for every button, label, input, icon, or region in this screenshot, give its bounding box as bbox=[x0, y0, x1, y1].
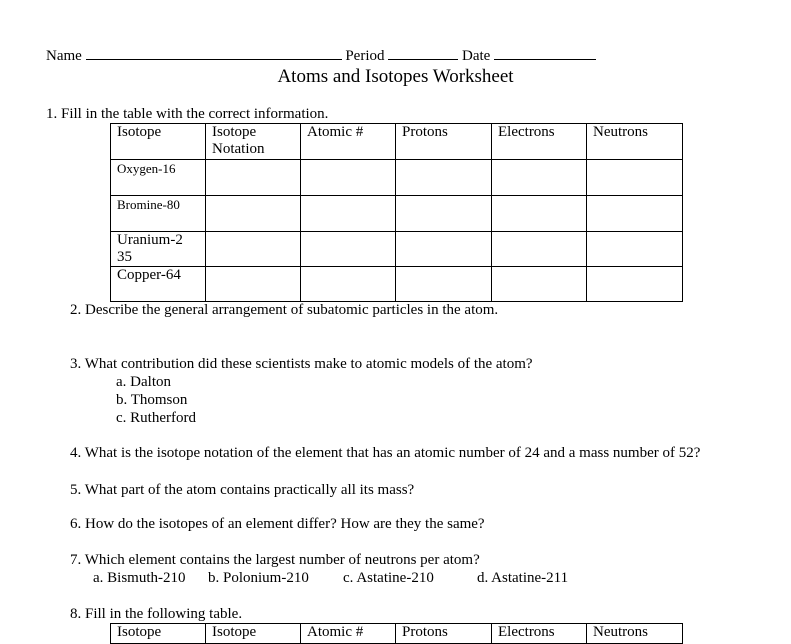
answer-cell[interactable] bbox=[396, 160, 492, 196]
column-header: Protons bbox=[396, 124, 492, 160]
date-label: Date bbox=[462, 48, 491, 64]
isotope-name-cell: Uranium-235 bbox=[111, 232, 206, 267]
question-4: 4. What is the isotope notation of the element that has an atomic number of 24 and a mass number of 52? bbox=[70, 445, 701, 461]
answer-cell[interactable] bbox=[396, 232, 492, 267]
answer-cell[interactable] bbox=[492, 267, 587, 302]
question-2: 2. Describe the general arrangement of subatomic particles in the atom. bbox=[70, 302, 499, 318]
question-8: 8. Fill in the following table. bbox=[70, 606, 243, 622]
name-blank[interactable] bbox=[86, 45, 342, 60]
answer-cell[interactable] bbox=[206, 196, 301, 232]
column-header: Electrons bbox=[492, 124, 587, 160]
worksheet-title: Atoms and Isotopes Worksheet bbox=[277, 66, 514, 87]
answer-cell[interactable] bbox=[492, 160, 587, 196]
period-label: Period bbox=[345, 48, 385, 64]
table-header-row bbox=[111, 124, 683, 160]
question-7-option: b. Polonium-210 bbox=[208, 570, 309, 586]
student-info-line bbox=[46, 45, 596, 65]
table-header-row bbox=[111, 624, 683, 644]
name-label: Name bbox=[46, 48, 82, 64]
question-7-option: c. Astatine-210 bbox=[343, 570, 434, 586]
question-3-option: c. Rutherford bbox=[116, 410, 196, 426]
column-header: Protons bbox=[396, 624, 492, 644]
answer-cell[interactable] bbox=[396, 196, 492, 232]
answer-cell[interactable] bbox=[587, 267, 683, 302]
column-header: Isotope Notation bbox=[206, 124, 301, 160]
column-header: Atomic # bbox=[301, 624, 396, 644]
answer-cell[interactable] bbox=[301, 196, 396, 232]
table-row bbox=[111, 232, 683, 267]
question-6: 6. How do the isotopes of an element differ? How are they the same? bbox=[70, 516, 485, 532]
period-blank[interactable] bbox=[388, 45, 458, 60]
isotope-name-cell: Bromine-80 bbox=[111, 196, 206, 232]
question-3: 3. What contribution did these scientists make to atomic models of the atom? bbox=[70, 356, 533, 372]
answer-cell[interactable] bbox=[587, 160, 683, 196]
date-blank[interactable] bbox=[494, 45, 596, 60]
answer-cell[interactable] bbox=[206, 160, 301, 196]
isotope-table bbox=[110, 123, 683, 302]
answer-cell[interactable] bbox=[301, 160, 396, 196]
answer-cell[interactable] bbox=[206, 267, 301, 302]
question-7-option: a. Bismuth-210 bbox=[93, 570, 186, 586]
question-7-option: d. Astatine-211 bbox=[477, 570, 569, 586]
column-header: Electrons bbox=[492, 624, 587, 644]
answer-cell[interactable] bbox=[206, 232, 301, 267]
answer-cell[interactable] bbox=[492, 196, 587, 232]
table-row bbox=[111, 196, 683, 232]
question-5: 5. What part of the atom contains practically all its mass? bbox=[70, 482, 415, 498]
question-1: 1. Fill in the table with the correct information. bbox=[46, 106, 329, 122]
answer-cell[interactable] bbox=[396, 267, 492, 302]
column-header: Isotope bbox=[111, 624, 206, 644]
column-header: Neutrons bbox=[587, 124, 683, 160]
question-3-option: b. Thomson bbox=[116, 392, 188, 408]
column-header: Isotope bbox=[206, 624, 301, 644]
answer-cell[interactable] bbox=[587, 196, 683, 232]
isotope-name-cell: Oxygen-16 bbox=[111, 160, 206, 196]
isotope-name-cell: Copper-64 bbox=[111, 267, 206, 302]
question-3-option: a. Dalton bbox=[116, 374, 171, 390]
isotope-table-2 bbox=[110, 623, 683, 644]
answer-cell[interactable] bbox=[492, 232, 587, 267]
table-row bbox=[111, 160, 683, 196]
column-header: Neutrons bbox=[587, 624, 683, 644]
question-7: 7. Which element contains the largest number of neutrons per atom? bbox=[70, 552, 480, 568]
answer-cell[interactable] bbox=[587, 232, 683, 267]
column-header: Isotope bbox=[111, 124, 206, 160]
table-row bbox=[111, 267, 683, 302]
answer-cell[interactable] bbox=[301, 232, 396, 267]
column-header: Atomic # bbox=[301, 124, 396, 160]
answer-cell[interactable] bbox=[301, 267, 396, 302]
